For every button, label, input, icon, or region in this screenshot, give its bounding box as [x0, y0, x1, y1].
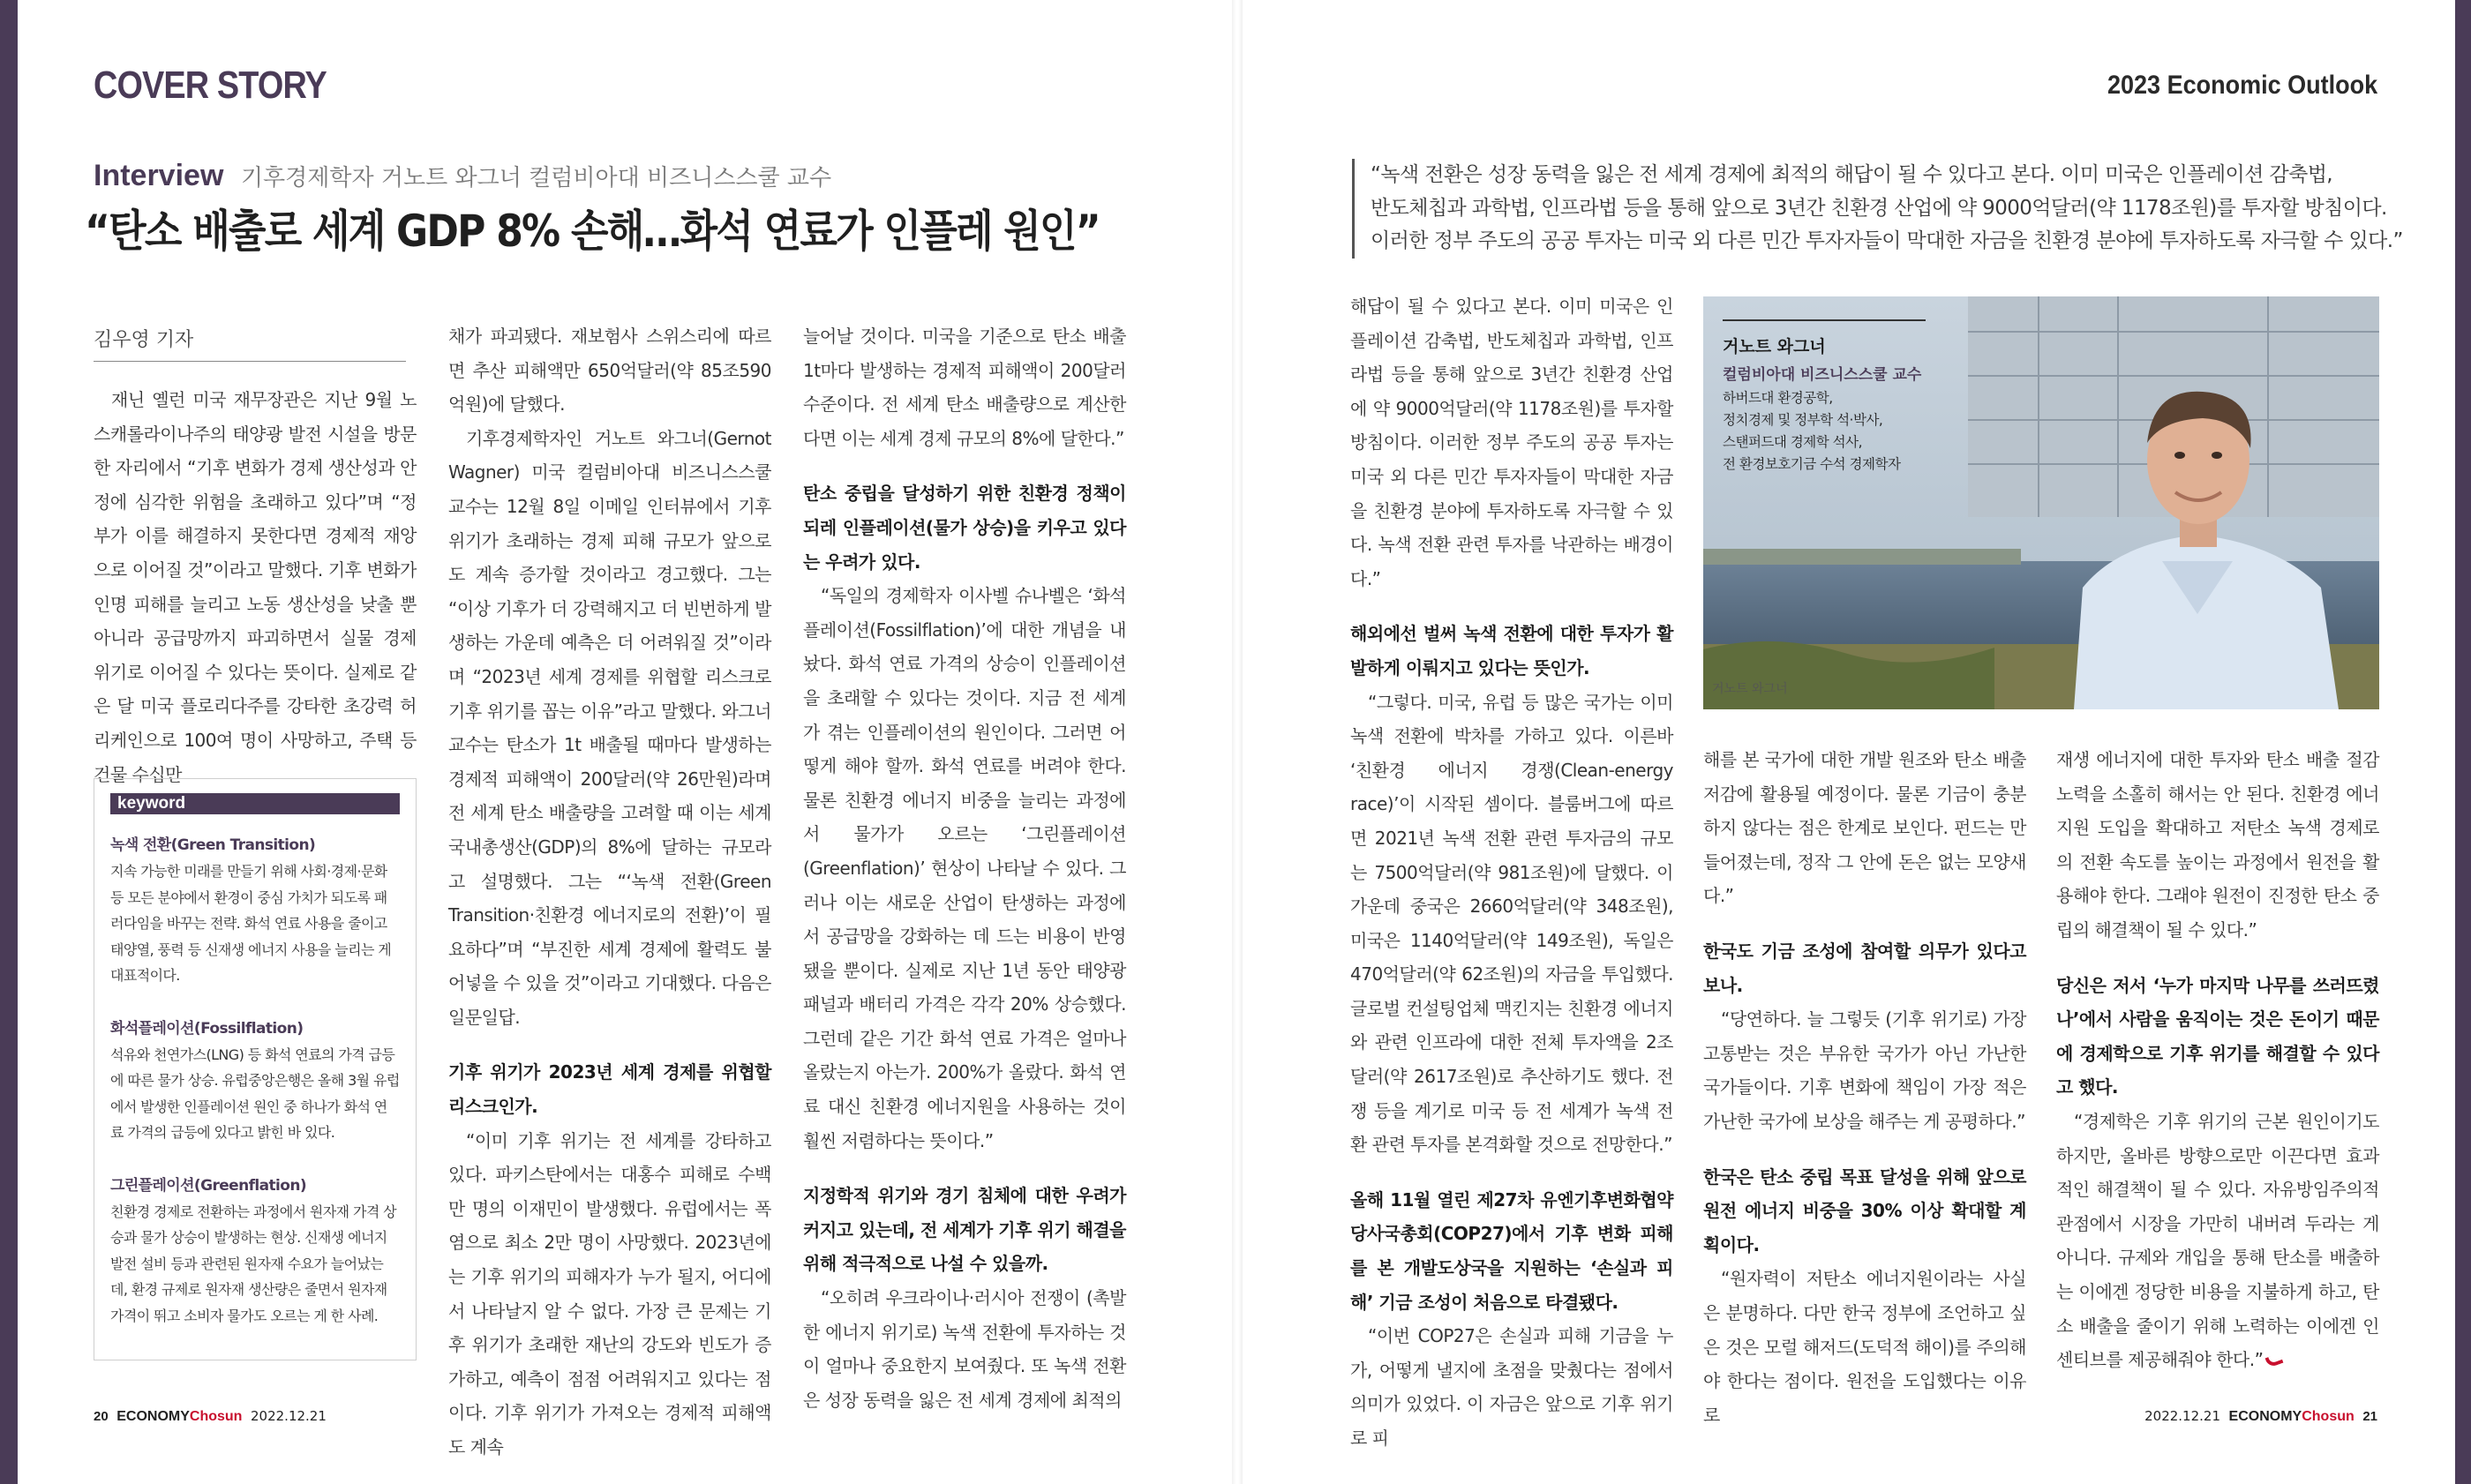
keyword-definition: 석유와 천연가스(LNG) 등 화석 연료의 가격 급등에 따른 물가 상승. 유럽중앙은행은 올해 3월 유럽에서 발생한 인플레이션 원인 중 하나가 화석 연료 가격의 급등에 있다고 밝힌 바 있다.	[110, 1046, 400, 1141]
caption-credential: 전 환경보호기금 수석 경제학자	[1723, 456, 1901, 472]
end-mark-icon	[2265, 1353, 2284, 1368]
caption-credential: 하버드대 환경공학,	[1723, 390, 1833, 406]
interview-question: 한국은 탄소 중립 목표 달성을 위해 앞으로 원전 에너지 비중을 30% 이상 확대할 계획이다.	[1703, 1165, 2026, 1255]
pull-quote-line: 이러한 정부 주도의 공공 투자는 미국 외 다른 민간 투자자들이 막대한 자금을 친환경 분야에 투자하도록 자극할 수 있다.”	[1371, 229, 2403, 252]
footer-right	[2144, 1408, 2377, 1425]
caption-name: 거노트 와그너	[1723, 337, 1826, 356]
right-page-edge	[2455, 0, 2471, 1484]
pull-quote	[1352, 159, 2403, 259]
keyword-box	[94, 778, 417, 1360]
interview-answer: “원자력이 저탄소 에너지원이라는 사실은 분명하다. 다만 한국 정부에 조언하고 싶은 것은 모럴 해저드(도덕적 해이)를 주의해야 한다는 점이다. 원전을 도입했다는 이유로	[1703, 1268, 2026, 1426]
interview-answer: “오히려 우크라이나·러시아 전쟁이 (촉발한 에너지 위기로) 녹색 전환에 투자하는 것이 얼마나 중요한지 보여줬다. 또 녹색 전환은 성장 동력을 잃은 전 세계 경제에 최적의	[803, 1287, 1126, 1411]
caption-role: 컬럼비아대 비즈니스스쿨 교수	[1723, 366, 1922, 384]
interview-question: 탄소 중립을 달성하기 위한 친환경 정책이 되레 인플레이션(물가 상승)을 키우고 있다는 우려가 있다.	[803, 483, 1126, 573]
interview-question: 기후 위기가 2023년 세계 경제를 위협할 리스크인가.	[448, 1061, 771, 1118]
body-paragraph: 해답이 될 수 있다고 본다. 이미 미국은 인플레이션 감축법, 반도체칩과 과학법, 인프라법 등을 통해 앞으로 3년간 친환경 산업에 약 9000억달러(약 1178조원)를 투자할 방침이다. 이러한 정부 주도의 공공 투자는 미국 외 다른 민간 투자자들이 막대한 자금을 친환경 분야에 투자하도록 자극할 수 있다. 녹색 전환 관련 투자를 낙관하는 배경이다.”	[1350, 296, 1673, 589]
body-paragraph: 재생 에너지에 대한 투자와 탄소 배출 절감 노력을 소홀히 해서는 안 된다. 친환경 에너지원 도입을 확대하고 저탄소 녹색 경제로의 전환 속도를 높이는 과정에서 원전을 활용해야 한다. 그래야 원전이 진정한 탄소 중립의 해결책이 될 수 있다.”	[2056, 749, 2379, 941]
article-column-1	[94, 383, 417, 791]
brand-economy: ECONOMY	[2228, 1409, 2302, 1424]
page-gutter	[1232, 0, 1243, 1484]
article-column-3	[803, 319, 1126, 1417]
footer-left	[94, 1408, 327, 1425]
page-number: 21	[2362, 1409, 2377, 1424]
pull-quote-line: 반도체칩과 과학법, 인프라법 등을 통해 앞으로 3년간 친환경 산업에 약 9000억달러(약 1178조원)를 투자할 방침이다.	[1371, 196, 2387, 220]
body-paragraph: 늘어날 것이다. 미국을 기준으로 탄소 배출 1t마다 발생하는 경제적 피해액이 200달러 수준이다. 전 세계 탄소 배출량으로 계산한다면 이는 세계 경제 규모의 8%에 달한다.”	[803, 326, 1126, 449]
keyword-term: 화석플레이션(Fossilflation)	[110, 1019, 304, 1038]
brand-chosun: Chosun	[2302, 1409, 2355, 1424]
article-column-4	[1350, 289, 1673, 1456]
article-column-5	[1703, 743, 2026, 1432]
interview-answer: “그렇다. 미국, 유럽 등 많은 국가는 이미 녹색 전환에 박차를 가하고 있다. 이른바 ‘친환경 에너지 경쟁(Clean-energy race)’이 시작된 셈이다. 블룸버그에 따르면 2021년 녹색 전환 관련 투자금의 규모는 7500억달러(약 981조원)에 달했다. 이 가운데 중국은 2660억달러(약 348조원), 미국은 1140억달러(약 149조원), 독일은 470억달러(약 62조원)의 자금을 투입했다. 글로벌 컨설팅업체 맥킨지는 친환경 에너지와 관련 인프라에 대한 전체 투자액을 2조달러(약 2617조원)로 추산하기도 했다. 전쟁 등을 계기로 미국 등 전 세계가 녹색 전환 관련 투자를 본격화할 것으로 전망한다.”	[1350, 691, 1673, 1156]
keyword-term: 녹색 전환(Green Transition)	[110, 836, 316, 854]
kicker-subject: 기후경제학자 거노트 와그너 컬럼비아대 비즈니스스쿨 교수	[240, 165, 832, 191]
issue-date: 2022.12.21	[251, 1408, 327, 1424]
outlook-label: 2023 Economic Outlook	[2107, 71, 2377, 100]
keyword-definition: 친환경 경제로 전환하는 과정에서 원자재 가격 상승과 물가 상승이 발생하는 현상. 신재생 에너지 발전 설비 등과 관련된 원자재 수요가 늘어났는데, 환경 규제로 원자재 생산량은 줄면서 원자재 가격이 뛰고 소비자 물가도 오르는 게 한 사례.	[110, 1203, 397, 1324]
keyword-definition: 지속 가능한 미래를 만들기 위해 사회·경제·문화 등 모든 분야에서 환경이 중심 가치가 되도록 패러다임을 바꾸는 전략. 화석 연료 사용을 줄이고 태양열, 풍력 등 신재생 에너지 사용을 늘리는 게 대표적이다.	[110, 863, 392, 984]
body-paragraph: 채가 파괴됐다. 재보험사 스위스리에 따르면 추산 피해액만 650억달러(약 85조590억원)에 달했다.	[448, 326, 771, 416]
page-number: 20	[94, 1409, 109, 1424]
brand-economy: ECONOMY	[116, 1409, 190, 1424]
issue-date: 2022.12.21	[2144, 1408, 2220, 1424]
interview-question: 올해 11월 열린 제27차 유엔기후변화협약당사국총회(COP27)에서 기후 변화 피해를 본 개발도상국을 지원하는 ‘손실과 피해’ 기금 조성이 처음으로 타결됐다.	[1350, 1188, 1673, 1313]
photo-credit: 거노트 와그너	[1712, 682, 1788, 696]
body-paragraph: 해를 본 국가에 대한 개발 원조와 탄소 배출 저감에 활용될 예정이다. 물론 기금이 충분하지 않다는 점은 한계로 보인다. 펀드는 만들어졌는데, 정작 그 안에 돈은 없는 모양새다.”	[1703, 749, 2026, 907]
interview-answer: “당연하다. 늘 그렇듯 (기후 위기로) 가장 고통받는 것은 부유한 국가가 아닌 가난한 국가들이다. 기후 변화에 책임이 가장 적은 가난한 국가에 보상을 해주는 게 공평하다.”	[1703, 1008, 2026, 1132]
pull-quote-line: “녹색 전환은 성장 동력을 잃은 전 세계 경제에 최적의 해답이 될 수 있다고 본다. 이미 미국은 인플레이션 감축법,	[1371, 163, 2333, 186]
left-page-edge	[0, 0, 18, 1484]
interview-question: 지정학적 위기와 경기 침체에 대한 우려가 커지고 있는데, 전 세계가 기후 위기 해결을 위해 적극적으로 나설 수 있을까.	[803, 1185, 1126, 1275]
body-paragraph: 재닌 옐런 미국 재무장관은 지난 9월 노스캐롤라이나주의 태양광 발전 시설을 방문한 자리에서 “기후 변화가 경제 생산성과 안정에 심각한 위험을 초래하고 있다”며 “정부가 이를 해결하지 못한다면 경제적 재앙으로 이어질 것”이라고 말했다. 기후 변화가 인명 피해를 늘리고 노동 생산성을 낮출 뿐 아니라 공급망까지 파괴하면서 실물 경제 위기로 이어질 수 있다는 뜻이다. 실제로 같은 달 미국 플로리다주를 강타한 초강력 허리케인으로 100여 명이 사망하고, 주택 등 건물 수십만	[94, 389, 417, 785]
interview-answer: “이번 COP27은 손실과 피해 기금을 누가, 어떻게 낼지에 초점을 맞췄다는 점에서 의미가 있었다. 이 자금은 앞으로 기후 위기로 피	[1350, 1325, 1673, 1449]
interview-question: 당신은 저서 ‘누가 마지막 나무를 쓰러뜨렸나’에서 사람을 움직이는 것은 돈이기 때문에 경제학으로 기후 위기를 해결할 수 있다고 했다.	[2056, 974, 2379, 1098]
caption-credential: 스탠퍼드대 경제학 석사,	[1723, 434, 1863, 450]
body-paragraph: 기후경제학자인 거노트 와그너(Gernot Wagner) 미국 컬럼비아대 비즈니스스쿨 교수는 12월 8일 이메일 인터뷰에서 기후 위기가 초래하는 경제 피해 규모가 앞으로도 계속 증가할 것이라고 경고했다. 그는 “이상 기후가 더 강력해지고 더 빈번하게 발생하는 가운데 예측은 더 어려워질 것”이라며 “2023년 세계 경제를 위협할 리스크로 기후 위기를 꼽는 이유”라고 말했다. 와그너 교수는 탄소가 1t 배출될 때마다 발생하는 경제적 피해액이 200달러(약 26만원)라며 전 세계 탄소 배출량을 고려할 때 이는 세계 국내총생산(GDP)의 8%에 달하는 규모라고 설명했다. 그는 “‘녹색 전환(Green Transition·친환경 에너지로의 전환)’이 필요하다”며 “부진한 세계 경제에 활력도 불어넣을 수 있을 것”이라고 기대했다. 다음은 일문일답.	[448, 427, 771, 1028]
byline: 김우영 기자	[94, 325, 406, 362]
article-column-2	[448, 319, 771, 1465]
caption-rule	[1723, 319, 1926, 321]
keyword-term: 그린플레이션(Greenflation)	[110, 1176, 307, 1195]
interview-answer: “이미 기후 위기는 전 세계를 강타하고 있다. 파키스탄에서는 대홍수 피해로 수백만 명의 이재민이 발생했다. 유럽에서는 폭염으로 최소 2만 명이 사망했다. 2023년에는 기후 위기의 피해자가 누가 될지, 어디에서 나타날지 알 수 없다. 가장 큰 문제는 기후 위기가 초래한 재난의 강도와 빈도가 증가하고, 예측이 점점 어려워지고 있다는 점이다. 기후 위기가 가져오는 경제적 피해액도 계속	[448, 1129, 771, 1458]
interview-answer: “독일의 경제학자 이사벨 슈나벨은 ‘화석플레이션(Fossilflation)’에 대한 개념을 내놨다. 화석 연료 가격의 상승이 인플레이션을 초래할 수 있다는 것이다. 지금 전 세계가 겪는 인플레이션의 원인이다. 그러면 어떻게 해야 할까. 화석 연료를 버려야 한다. 물론 친환경 에너지 비중을 늘리는 과정에서 물가가 오르는 ‘그린플레이션(Greenflation)’ 현상이 나타날 수 있다. 그러나 이는 새로운 산업이 탄생하는 과정에서 공급망을 강화하는 데 드는 비용이 반영됐을 뿐이다. 실제로 지난 1년 동안 태양광 패널과 배터리 가격은 각각 20% 상승했다. 그런데 같은 기간 화석 연료 가격은 얼마나 올랐는지 아는가. 200%가 올랐다. 화석 연료 대신 친환경 에너지원을 사용하는 것이 훨씬 저렴하다는 뜻이다.”	[803, 585, 1126, 1151]
interview-question: 한국도 기금 조성에 참여할 의무가 있다고 보나.	[1703, 940, 2026, 996]
section-label: COVER STORY	[94, 64, 327, 107]
kicker-word: Interview	[94, 159, 224, 192]
interviewee-photo	[1703, 296, 2379, 709]
interview-kicker	[94, 159, 831, 193]
photo-caption	[1723, 319, 1934, 476]
article-column-6	[2056, 743, 2379, 1377]
keyword-box-title: keyword	[110, 793, 400, 814]
brand-chosun: Chosun	[189, 1409, 243, 1424]
headline: “탄소 배출로 세계 GDP 8% 손해…화석 연료가 인플레 원인”	[85, 206, 1100, 257]
interview-answer: “경제학은 기후 위기의 근본 원인이기도 하지만, 올바른 방향으로만 이끈다면 효과적인 해결책이 될 수 있다. 자유방임주의적 관점에서 시장을 가만히 내버려 두라는 게 아니다. 규제와 개입을 통해 탄소를 배출하는 이에겐 정당한 비용을 지불하게 하고, 탄소 배출을 줄이기 위해 노력하는 이에겐 인센티브를 제공해줘야 한다.”	[2056, 1110, 2379, 1371]
interview-question: 해외에선 벌써 녹색 전환에 대한 투자가 활발하게 이뤄지고 있다는 뜻인가.	[1350, 623, 1673, 678]
caption-credential: 정치경제 및 정부학 석·박사,	[1723, 412, 1883, 428]
